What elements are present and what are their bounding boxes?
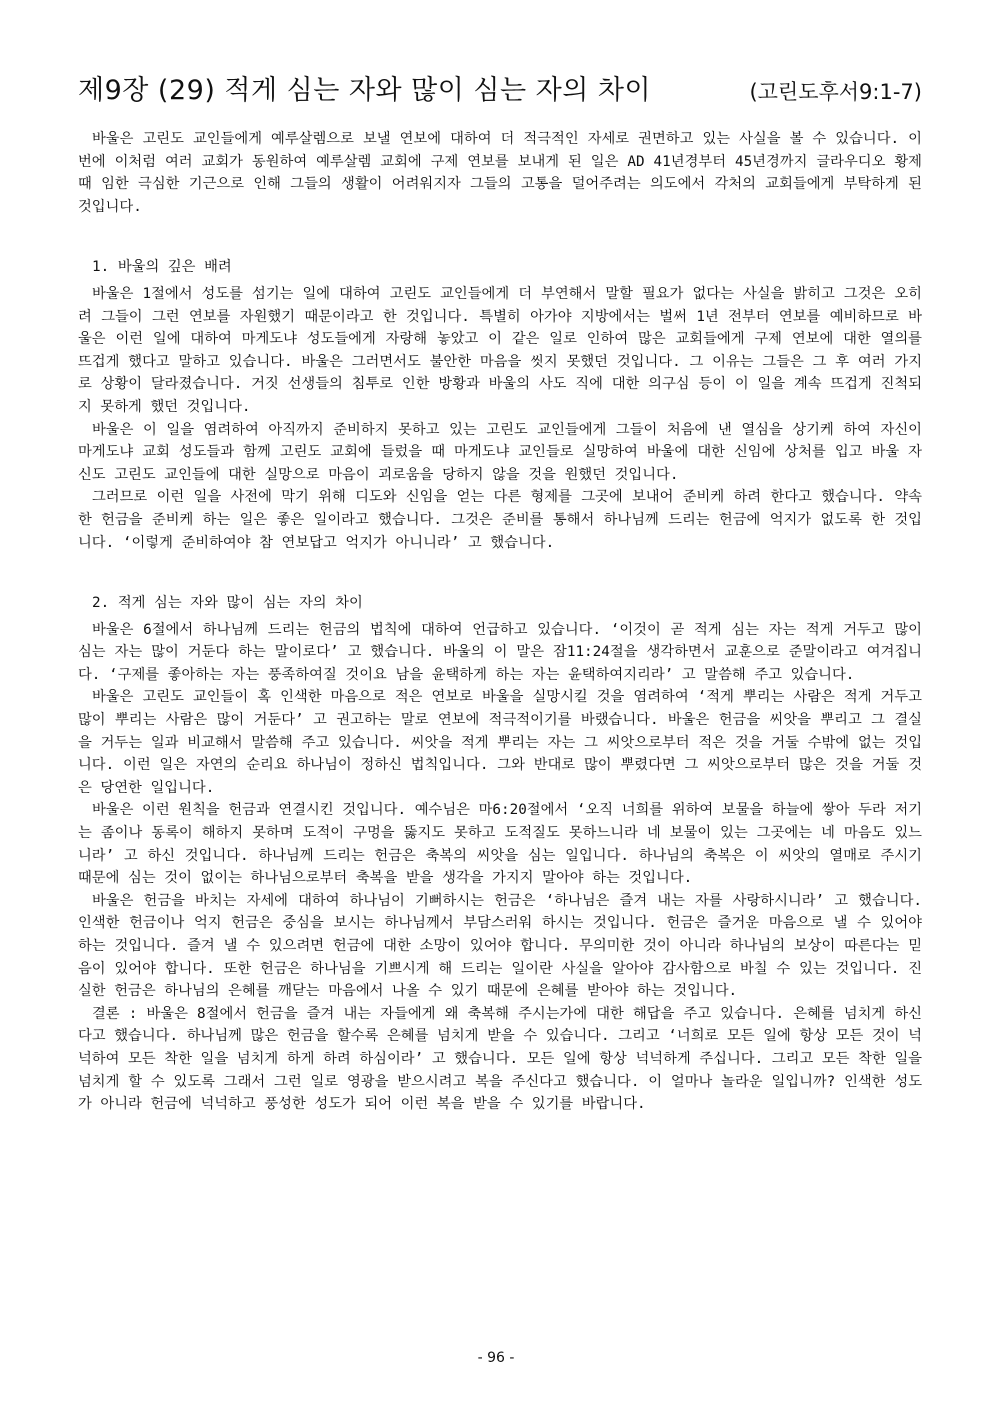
- page-number: - 96 -: [477, 1350, 515, 1366]
- section-2-paragraph: 바울은 이런 원칙을 헌금과 연결시킨 것입니다. 예수님은 마6:20절에서 ‘오직 너희를 위하여 보물을 하늘에 쌓아 두라 저기는 좀이나 동록이 해하지 못하며 도적이 구멍을 뚫지도 못하고 도적질도 못하느니라 네 보물이 있는 그곳에는 네 마음도 있느니라’ 고 하신 것입니다. 하나님께 드리는 헌금은 축복의 씨앗을 심는 일입니다. 하나님의 축복은 이 씨앗의 열매로 주시기 때문에 심는 것이 없이는 하나님으로부터 축복을 받을 생각을 가지지 말아야 하는 것입니다.: [78, 802, 922, 887]
- section-2-paragraph: 바울은 고린도 교인들이 혹 인색한 마음으로 적은 연보로 바울을 실망시킬 것을 염려하여 ‘적게 뿌리는 사람은 적게 거두고 많이 뿌리는 사람은 많이 거둔다’ 고 권고하는 말로 연보에 적극적이기를 바랬습니다. 바울은 헌금을 씨앗을 뿌리고 그 결실을 거두는 일과 비교해서 말씀해 주고 있습니다. 씨앗을 적게 뿌리는 자는 그 씨앗으로부터 적은 것을 거둘 수밖에 없는 것입니다. 이런 일은 자연의 순리요 하나님이 정하신 법칙입니다. 그와 반대로 많이 뿌렸다면 그 씨앗으로부터 많은 것을 거둘 것은 당연한 일입니다.: [78, 689, 922, 796]
- intro-paragraph: 바울은 고린도 교인들에게 예루살렘으로 보낼 연보에 대하여 더 적극적인 자세로 권면하고 있는 사실을 볼 수 있습니다. 이번에 이처럼 여러 교회가 동원하여 예루살렘 교회에 구제 연보를 보내게 된 일은 AD 41년경부터 45년경까지 글라우디오 황제 때 임한 극심한 기근으로 인해 그들의 생활이 어려워지자 그들의 고통을 덜어주려는 의도에서 각처의 교회들에게 부탁하게 된 것입니다.: [78, 131, 922, 215]
- section-2-heading: 2. 적게 심는 자와 많이 심는 자의 차이: [92, 595, 363, 612]
- section-1-paragraph: 그러므로 이런 일을 사전에 막기 위해 디도와 신임을 얻는 다른 형제를 그곳에 보내어 준비케 하려 한다고 했습니다. 약속한 헌금을 준비케 하는 일은 좋은 일이라고 했습니다. 그것은 준비를 통해서 하나님께 드리는 헌금에 억지가 없도록 한 것입니다. ‘이렇게 준비하여야 참 연보답고 억지가 아니니라’ 고 했습니다.: [78, 489, 922, 551]
- title-row: [78, 68, 922, 108]
- section-2-paragraph: 바울은 6절에서 하나님께 드리는 헌금의 법칙에 대하여 언급하고 있습니다. ‘이것이 곧 적게 심는 자는 적게 거두고 많이 심는 자는 많이 거둔다 하는 말이로다’ 고 했습니다. 바울의 이 말은 잠11:24절을 생각하면서 교훈으로 준말이라고 여겨집니다. ‘구제를 좋아하는 자는 풍족하여질 것이요 남을 윤택하게 하는 자는 윤택하여지리라’ 고 말씀해 주고 있습니다.: [78, 621, 922, 683]
- conclusion-paragraph: 결론 : 바울은 8절에서 헌금을 즐겨 내는 자들에게 왜 축복해 주시는가에 대한 해답을 주고 있습니다. 은혜를 넘치게 하신다고 했습니다. 하나님께 많은 헌금을 할수록 은혜를 넘치게 받을 수 있습니다. 그리고 ‘너희로 모든 일에 항상 모든 것이 넉넉하여 모든 착한 일을 넘치게 하게 하려 하심이라’ 고 했습니다. 모든 일에 항상 넉넉하게 주십니다. 그리고 모든 착한 일을 넘치게 할 수 있도록 그래서 그런 일로 영광을 받으시려고 복을 주신다고 했습니다. 이 얼마나 놀라운 일입니까? 인색한 성도가 아니라 헌금에 넉넉하고 풍성한 성도가 되어 이런 복을 받을 수 있기를 바랍니다.: [78, 1005, 922, 1113]
- section-1-paragraph: 바울은 1절에서 성도를 섬기는 일에 대하여 고린도 교인들에게 더 부연해서 말할 필요가 없다는 사실을 밝히고 그것은 오히려 그들이 그런 연보를 자원했기 때문이라고 한 것입니다. 특별히 아가야 지방에서는 벌써 1년 전부터 연보를 예비하므로 바울은 이런 일에 대하여 마게도냐 성도들에게 자랑해 놓았고 이 같은 일로 인하여 많은 교회들에게 구제 연보에 대한 열의를 뜨겁게 했다고 말하고 있습니다. 바울은 그러면서도 불안한 마음을 씻지 못했던 것입니다. 그 이유는 그들은 그 후 여러 가지로 상황이 달라졌습니다. 거짓 선생들의 침투로 인한 방황과 바울의 사도 직에 대한 의구심 등이 이 일을 계속 뜨겁게 진척되지 못하게 했던 것입니다.: [78, 285, 922, 415]
- scripture-reference: (고린도후서9:1-7): [749, 80, 922, 104]
- section-1-heading: 1. 바울의 깊은 배려: [92, 259, 232, 276]
- section-2-paragraph: 바울은 헌금을 바치는 자세에 대하여 하나님이 기뻐하시는 헌금은 ‘하나님은 즐겨 내는 자를 사랑하시니라’ 고 했습니다. 인색한 헌금이나 억지 헌금은 중심을 보시는 하나님께서 부담스러워 하시는 것입니다. 헌금은 즐거운 마음으로 낼 수 있어야 하는 것입니다. 즐겨 낼 수 있으려면 헌금에 대한 소망이 있어야 합니다. 무의미한 것이 아니라 하나님의 보상이 따른다는 믿음이 있어야 합니다. 또한 헌금은 하나님을 기쁘시게 해 드리는 일이란 사실을 알아야 감사함으로 바칠 수 있는 것입니다. 진실한 헌금은 하나님의 은혜를 깨닫는 마음에서 나올 수 있기 때문에 은혜를 받아야 하는 것입니다.: [78, 892, 922, 1000]
- page-title: 제9장 (29) 적게 심는 자와 많이 심는 자의 차이: [78, 75, 652, 106]
- section-1-paragraph: 바울은 이 일을 염려하여 아직까지 준비하지 못하고 있는 고린도 교인들에게 그들이 처음에 낸 열심을 상기케 하여 자신이 마게도냐 교회 성도들과 함께 고린도 교회에 들렀을 때 마게도냐 교인들로 실망하여 바울에 대한 신임에 상처를 입고 바울 자신도 고린도 교인들에 대한 실망으로 마음이 괴로움을 당하지 않을 것을 원했던 것입니다.: [78, 421, 922, 483]
- document-body: [78, 128, 922, 1116]
